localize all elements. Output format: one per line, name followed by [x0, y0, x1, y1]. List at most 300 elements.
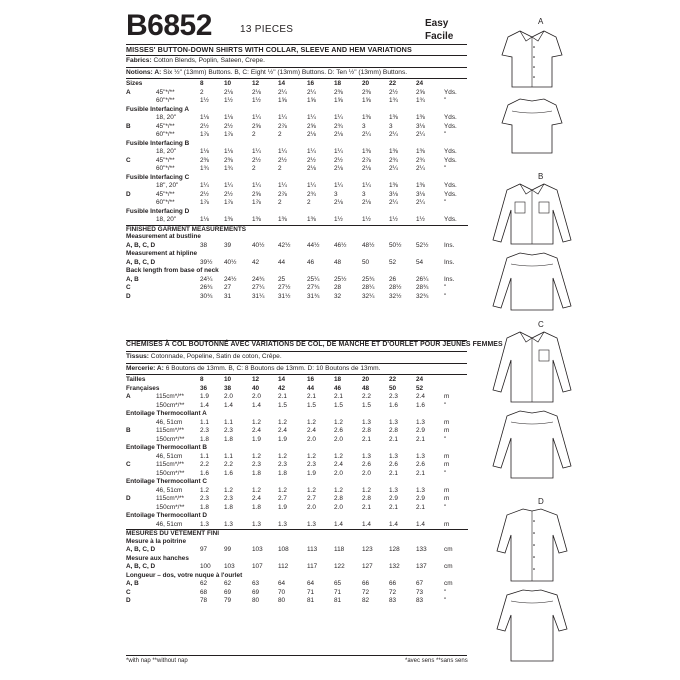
- cell-value: 2: [278, 165, 282, 172]
- size-value: 20: [362, 80, 370, 87]
- cell-value: 1.3: [362, 418, 371, 426]
- table-row: [126, 495, 468, 504]
- difficulty-fr: Facile: [425, 31, 454, 42]
- cell-value: 1¼: [278, 114, 287, 121]
- cell-value: 1⅛: [200, 148, 209, 155]
- cell-value: 42½: [278, 241, 291, 249]
- subheading: Fusible Interfacing B: [126, 139, 190, 147]
- cell-value: 2¼: [416, 199, 425, 206]
- unit: Yds.: [444, 114, 457, 121]
- table-row: [126, 165, 468, 174]
- cell-value: 2¾: [416, 156, 425, 164]
- view-label-d: D: [538, 497, 544, 506]
- unit: m: [444, 486, 450, 494]
- cell-value: 1.4: [334, 520, 343, 528]
- cell-value: 1⅜: [416, 148, 425, 155]
- row-view: A, B, C, D: [126, 546, 156, 553]
- cell-value: 2¾: [307, 190, 316, 198]
- shirt-c-back-illustration: [487, 408, 577, 483]
- cell-value: 66: [362, 580, 370, 587]
- cell-value: 113: [307, 546, 318, 553]
- subheading: Entoilage Thermocollant B: [126, 444, 207, 451]
- cell-value: 1⅜: [252, 216, 261, 223]
- cell-value: 31: [224, 292, 232, 300]
- cell-value: 79: [224, 597, 232, 604]
- cell-value: 1⅞: [252, 199, 261, 206]
- cell-value: 2½: [334, 156, 343, 164]
- cell-value: 2.0: [307, 435, 316, 443]
- row-view: A, B, C, D: [126, 258, 156, 266]
- subheading-row: [126, 250, 468, 259]
- size-value: 38: [224, 384, 232, 392]
- pattern-number: B6852: [126, 9, 212, 42]
- cell-value: 2.3: [224, 427, 233, 434]
- cell-value: 2: [307, 199, 311, 206]
- cell-value: 1⅞: [200, 199, 209, 206]
- table-row: [126, 114, 468, 123]
- row-width: 150cm*/**: [156, 401, 185, 409]
- cell-value: 2½: [200, 190, 209, 198]
- cell-value: 1⅞: [200, 131, 209, 138]
- cell-value: 64: [307, 580, 315, 587]
- cell-value: 2.6: [416, 461, 425, 468]
- table-row: [126, 276, 468, 285]
- table-row: [126, 436, 468, 445]
- cell-value: 2⅛: [334, 199, 343, 206]
- cell-value: 2⅜: [362, 88, 371, 96]
- size-value: 36: [200, 384, 208, 392]
- cell-value: 2.1: [362, 435, 371, 443]
- cell-value: 1.1: [224, 452, 233, 460]
- row-width: 60"*/**: [156, 97, 175, 104]
- cell-value: 1¼: [307, 182, 316, 189]
- row-view: D: [126, 190, 131, 198]
- cell-value: 2: [252, 131, 256, 138]
- cell-value: 1¼: [307, 148, 316, 155]
- french-title: CHEMISES À COL BOUTONNÉ AVEC VARIATIONS DE COL, DE MANCHE ET D'OURLET POUR JEUNES FEMMES: [126, 341, 503, 348]
- cell-value: 2.4: [307, 427, 316, 434]
- cell-value: 66: [389, 580, 397, 587]
- cell-value: 97: [200, 546, 208, 553]
- cell-value: 83: [389, 597, 397, 604]
- cell-value: 2¾: [389, 156, 398, 164]
- cell-value: 2⅛: [307, 131, 316, 138]
- cell-value: 1.2: [307, 486, 316, 494]
- size-value: 14: [278, 376, 286, 383]
- cell-value: 1.2: [278, 486, 287, 494]
- cell-value: 1⅛: [224, 148, 233, 155]
- size-value: 40: [252, 384, 260, 392]
- cell-value: 2.9: [389, 495, 398, 502]
- cell-value: 1.8: [252, 469, 261, 477]
- size-value: 18: [334, 80, 342, 87]
- cell-value: 2¼: [389, 131, 398, 138]
- notions-text: Six ½" (13mm) Buttons. B, C: Eight ½" (13mm) Buttons. D: Ten ½" (13mm) Buttons.: [161, 69, 408, 76]
- cell-value: 108: [278, 546, 289, 553]
- row-width: 46, 51cm: [156, 520, 183, 528]
- cell-value: 2.3: [200, 427, 209, 434]
- cell-value: 2.3: [224, 495, 233, 502]
- unit: m: [444, 427, 450, 434]
- table-row: [126, 284, 468, 293]
- cell-value: 1.2: [252, 418, 261, 426]
- cell-value: 100: [200, 563, 211, 570]
- cell-value: 2¼: [416, 131, 425, 138]
- cell-value: 3: [334, 190, 338, 198]
- subheading-row: [126, 512, 468, 521]
- cell-value: 82: [362, 597, 370, 604]
- shirt-d-front-illustration: [487, 505, 577, 585]
- cell-value: 69: [252, 588, 260, 596]
- cell-value: 2.1: [389, 503, 398, 511]
- cell-value: 103: [252, 546, 263, 553]
- cell-value: 38: [200, 241, 208, 249]
- cell-value: 46½: [334, 241, 347, 249]
- cell-value: 1.5: [362, 401, 371, 409]
- unit: ": [444, 199, 447, 206]
- cell-value: 2¼: [389, 165, 398, 172]
- notions-label: Notions: A:: [126, 69, 162, 76]
- sizes-row-alt: [126, 385, 468, 394]
- cell-value: 71: [307, 588, 315, 596]
- english-title: MISSES' BUTTON-DOWN SHIRTS WITH COLLAR, SLEEVE AND HEM VARIATIONS: [126, 45, 412, 54]
- view-label-a: A: [538, 17, 544, 26]
- view-illustrations: [477, 0, 677, 680]
- cell-value: 3⅛: [416, 190, 425, 198]
- cell-value: 1⅝: [307, 97, 316, 104]
- cell-value: 2.2: [200, 461, 209, 468]
- subheading: Entoilage Thermocollant C: [126, 478, 207, 485]
- cell-value: 31¾: [307, 292, 320, 300]
- cell-value: 31¼: [252, 292, 265, 300]
- row-view: C: [126, 588, 131, 596]
- size-value: 16: [307, 80, 315, 87]
- cell-value: 81: [307, 597, 315, 604]
- cell-value: 25: [278, 275, 286, 283]
- difficulty-level: [425, 17, 453, 43]
- subheading-row: [126, 208, 468, 217]
- cell-value: 1¼: [252, 114, 261, 121]
- cell-value: 2.4: [416, 393, 425, 400]
- sizes-row: [126, 80, 468, 89]
- divider: [126, 363, 467, 364]
- subheading-row: [126, 478, 468, 487]
- subheading: Mesure à la poitrine: [126, 537, 187, 545]
- cell-value: 1¼: [334, 148, 343, 155]
- cell-value: 1⅜: [389, 148, 398, 155]
- cell-value: 2.0: [362, 469, 371, 477]
- cell-value: 2⅝: [252, 190, 261, 198]
- unit: ": [444, 97, 447, 104]
- unit: ": [444, 503, 447, 511]
- cell-value: 1.3: [307, 520, 316, 528]
- cell-value: 1⅝: [334, 97, 343, 104]
- cell-value: 1⅛: [200, 216, 209, 223]
- row-view: A: [126, 393, 131, 400]
- cell-value: 1.9: [278, 503, 287, 511]
- cell-value: 99: [224, 546, 232, 553]
- row-view: A: [126, 88, 131, 96]
- cell-value: 39: [224, 241, 232, 249]
- row-width: 46, 51cm: [156, 452, 183, 460]
- table-row: [126, 259, 468, 268]
- cell-value: 1⅝: [362, 97, 371, 104]
- english-fabrics: [126, 57, 265, 64]
- table-row: [126, 487, 468, 496]
- cell-value: 2½: [224, 122, 233, 130]
- cell-value: 46: [307, 258, 315, 266]
- table-row: [126, 504, 468, 513]
- unit: Yds.: [444, 216, 457, 223]
- cell-value: 1¼: [252, 148, 261, 155]
- subheading-row: [126, 572, 468, 581]
- cell-value: 62: [224, 580, 232, 587]
- table-row: [126, 393, 468, 402]
- unit: Yds.: [444, 156, 457, 164]
- cell-value: 1¼: [362, 182, 371, 189]
- cell-value: 48½: [362, 241, 375, 249]
- size-value: 22: [389, 376, 397, 383]
- french-fabrics: [126, 353, 282, 360]
- divider: [126, 351, 467, 352]
- row-width: 18", 20": [156, 182, 179, 189]
- table-row: [126, 97, 468, 106]
- size-value: 8: [200, 376, 204, 383]
- unit: Ins.: [444, 275, 455, 283]
- cell-value: 50½: [389, 241, 402, 249]
- row-width: 45"*/**: [156, 88, 175, 96]
- cell-value: 2.1: [389, 435, 398, 443]
- cell-value: 1⅜: [389, 114, 398, 121]
- cell-value: 103: [224, 563, 235, 570]
- cell-value: 2.0: [307, 503, 316, 511]
- view-label-c: C: [538, 320, 544, 329]
- cell-value: 28¼: [362, 284, 375, 291]
- row-view: A, B, C, D: [126, 563, 156, 570]
- cell-value: 1.6: [224, 469, 233, 477]
- shirt-b-front-illustration: [487, 180, 577, 250]
- table-row: [126, 580, 468, 589]
- cell-value: 1½: [252, 97, 261, 104]
- unit: Ins.: [444, 258, 455, 266]
- cell-value: 1½: [334, 216, 343, 223]
- cell-value: 28: [334, 284, 342, 291]
- cell-value: 2.4: [252, 427, 261, 434]
- subheading: Fusible Interfacing C: [126, 173, 190, 181]
- subheading: Longueur – dos, votre nuque à l'ourlet: [126, 571, 243, 579]
- cell-value: 1.8: [224, 435, 233, 443]
- row-view: C: [126, 156, 131, 164]
- fabrics-text: Cotton Blends, Poplin, Sateen, Crepe.: [151, 57, 265, 64]
- cell-value: 107: [252, 563, 263, 570]
- shirt-b-back-illustration: [487, 250, 577, 315]
- cell-value: 2⅜: [334, 88, 343, 96]
- size-value: 10: [224, 80, 232, 87]
- cell-value: 1.9: [307, 469, 316, 477]
- unit: Ins.: [444, 241, 455, 249]
- sizes-label: Françaises: [126, 384, 160, 392]
- row-width: 115cm*/**: [156, 393, 184, 400]
- cell-value: 1¾: [200, 165, 209, 172]
- size-value: 24: [416, 376, 424, 383]
- subheading: Entoilage Thermocollant D: [126, 512, 207, 519]
- cell-value: 2⅞: [278, 122, 287, 130]
- cell-value: 27½: [278, 284, 291, 291]
- section-heading: MESURES DU VÊTEMENT FINI: [126, 530, 220, 537]
- cell-value: 3: [362, 122, 366, 130]
- cell-value: 2.4: [252, 495, 261, 502]
- cell-value: 2⅛: [334, 131, 343, 138]
- cell-value: 32¾: [416, 292, 429, 300]
- cell-value: 2.1: [362, 503, 371, 511]
- divider: [126, 374, 467, 375]
- pieces-count: 13 PIECES: [240, 24, 294, 35]
- fabrics-text: Cotonnade, Popeline, Satin de coton, Crêpe.: [148, 353, 282, 360]
- cell-value: 50: [362, 258, 370, 266]
- cell-value: 27¼: [252, 284, 265, 291]
- notions-label: Mercerie: A:: [126, 365, 164, 372]
- cell-value: 1¼: [334, 182, 343, 189]
- cell-value: 1⅜: [362, 148, 371, 155]
- cell-value: 1.2: [200, 486, 209, 494]
- cell-value: 1⅛: [224, 114, 233, 121]
- cell-value: 1½: [224, 97, 233, 104]
- table-row: [126, 199, 468, 208]
- cell-value: 1.2: [307, 452, 316, 460]
- cell-value: 1.1: [224, 418, 233, 426]
- divider: [126, 655, 467, 656]
- cell-value: 118: [334, 546, 345, 553]
- row-view: A, B, C, D: [126, 241, 156, 249]
- cell-value: 24¾: [252, 275, 265, 283]
- cell-value: 2: [278, 199, 282, 206]
- cell-value: 1⅛: [200, 114, 209, 121]
- cell-value: 2.3: [389, 393, 398, 400]
- cell-value: 1.3: [416, 452, 425, 460]
- unit: ": [444, 292, 447, 300]
- cell-value: 1.4: [224, 401, 233, 409]
- footnote-english: *with nap **without nap: [126, 658, 188, 664]
- cell-value: 24¼: [200, 275, 213, 283]
- cell-value: 2.2: [362, 393, 371, 400]
- unit: ": [444, 284, 447, 291]
- unit: m: [444, 393, 450, 400]
- cell-value: 1⅜: [224, 216, 233, 223]
- cell-value: 2.0: [224, 393, 233, 400]
- cell-value: 78: [200, 597, 208, 604]
- shirt-a-front-illustration: [492, 25, 572, 95]
- row-view: C: [126, 284, 131, 291]
- cell-value: 2.2: [224, 461, 233, 468]
- cell-value: 2.3: [252, 461, 261, 468]
- table-row: [126, 597, 468, 606]
- cell-value: 128: [389, 546, 400, 553]
- cell-value: 2.8: [334, 495, 343, 502]
- cell-value: 2½: [389, 88, 398, 96]
- subheading: Entoilage Thermocollant A: [126, 410, 207, 417]
- table-row: [126, 402, 468, 411]
- cell-value: 2.4: [278, 427, 287, 434]
- cell-value: 1.3: [362, 452, 371, 460]
- subheading-row: [126, 444, 468, 453]
- cell-value: 2½: [278, 156, 287, 164]
- row-width: 46, 51cm: [156, 418, 183, 426]
- cell-value: 54: [416, 258, 424, 266]
- cell-value: 1¾: [224, 165, 233, 172]
- cell-value: 2.9: [416, 427, 425, 434]
- cell-value: 132: [389, 563, 400, 570]
- difficulty-en: Easy: [425, 18, 449, 29]
- divider: [126, 67, 467, 68]
- row-width: 60"*/**: [156, 131, 175, 138]
- cell-value: 25¼: [307, 275, 320, 283]
- cell-value: 40½: [252, 241, 265, 249]
- cell-value: 133: [416, 546, 427, 553]
- cell-value: 1.2: [252, 452, 261, 460]
- subheading: Back length from base of neck: [126, 267, 219, 274]
- row-width: 115cm*/**: [156, 461, 184, 468]
- unit: ": [444, 131, 447, 138]
- cell-value: 1.4: [362, 520, 371, 528]
- table-row: [126, 191, 468, 200]
- cell-value: 1⅞: [224, 131, 233, 138]
- sizes-row: [126, 376, 468, 385]
- cell-value: 1¼: [252, 182, 261, 189]
- cell-value: 1.1: [200, 418, 209, 426]
- cell-value: 1.3: [389, 452, 398, 460]
- cell-value: 1⅜: [362, 114, 371, 121]
- table-row: [126, 589, 468, 598]
- cell-value: 27: [224, 284, 232, 291]
- subheading-row: [126, 538, 468, 547]
- cell-value: 2⅛: [252, 88, 261, 96]
- french-metric-table: [126, 376, 468, 606]
- cell-value: 69: [224, 588, 232, 596]
- cell-value: 1¼: [278, 148, 287, 155]
- cell-value: 1.6: [389, 401, 398, 409]
- cell-value: 1.5: [334, 401, 343, 409]
- cell-value: 2¼: [362, 131, 371, 138]
- table-row: [126, 546, 468, 555]
- section-heading: FINISHED GARMENT MEASUREMENTS: [126, 225, 247, 233]
- unit: Yds.: [444, 182, 457, 189]
- sizes-label: Sizes: [126, 80, 143, 87]
- cell-value: 112: [278, 563, 289, 570]
- notions-text: 6 Boutons de 13mm. B, C: 8 Boutons de 13mm. D: 10 Boutons de 13mm.: [163, 365, 381, 372]
- table-row: [126, 182, 468, 191]
- subheading-row: [126, 174, 468, 183]
- cell-value: 123: [362, 546, 373, 553]
- cell-value: 2: [252, 165, 256, 172]
- cell-value: 1.8: [200, 503, 209, 511]
- cell-value: 1¾: [416, 97, 425, 104]
- cell-value: 1⅜: [416, 114, 425, 121]
- cell-value: 2⅞: [362, 156, 371, 164]
- cell-value: 1¼: [200, 182, 209, 189]
- unit: Yds.: [444, 122, 457, 130]
- cell-value: 32¼: [362, 292, 375, 300]
- cell-value: 1.2: [224, 486, 233, 494]
- fabrics-label: Tissus:: [126, 353, 149, 360]
- table-row: [126, 148, 468, 157]
- cell-value: 1.8: [278, 469, 287, 477]
- cell-value: 39½: [200, 258, 213, 266]
- cell-value: 52: [389, 258, 397, 266]
- size-value: 44: [307, 384, 315, 392]
- cell-value: 1.4: [416, 520, 425, 528]
- cell-value: 2⅝: [252, 122, 261, 130]
- unit: ": [444, 588, 447, 596]
